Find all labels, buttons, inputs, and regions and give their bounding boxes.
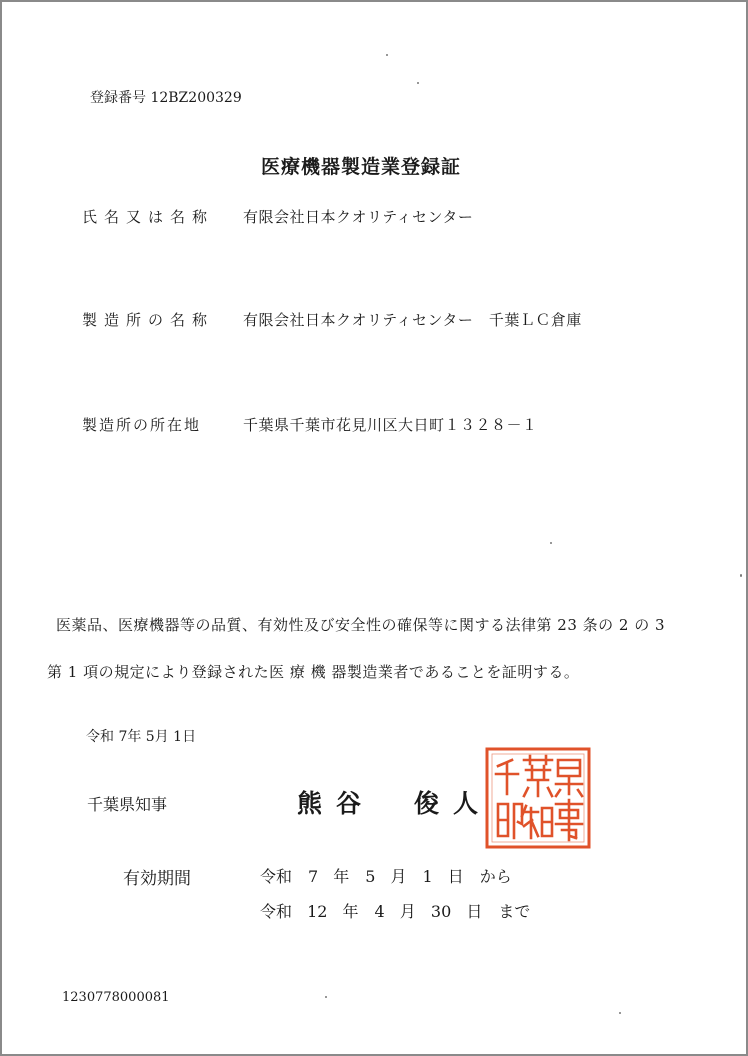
issuer-name: 熊谷 俊人 xyxy=(297,789,493,818)
registration-label: 登録番号 xyxy=(90,90,146,106)
address-label: 製造所の所在地 xyxy=(82,416,202,434)
scan-speck xyxy=(386,54,388,56)
official-seal-icon xyxy=(484,746,592,850)
registration-number xyxy=(90,87,242,107)
scan-speck xyxy=(550,542,552,544)
address-value: 千葉県千葉市花見川区大日町１３２８－１ xyxy=(243,416,538,434)
facility-label: 製造所の名称 xyxy=(82,311,215,329)
issue-date: 令和 7年 5月 1日 xyxy=(86,729,197,745)
validity-to: 令和 12 年 4 月 30 日 まで xyxy=(260,902,531,921)
statement-line-1: 医薬品、医療機器等の品質、有効性及び安全性の確保等に関する法律第 23 条の 2 の 3 xyxy=(56,616,666,634)
scan-speck xyxy=(619,1012,621,1014)
facility-value: 有限会社日本クオリティセンター 千葉ＬＣ倉庫 xyxy=(243,311,582,329)
statement-line-2: 第 1 項の規定により登録された医 療 機 器製造業者であることを証明する。 xyxy=(47,663,580,681)
registration-value: 12BZ200329 xyxy=(150,90,242,106)
name-label: 氏名又は名称 xyxy=(82,208,215,226)
certificate-title: 医療機器製造業登録証 xyxy=(261,156,462,178)
validity-from: 令和 7 年 5 月 1 日 から xyxy=(260,867,512,886)
document-id: 1230778000081 xyxy=(62,990,170,1005)
scan-speck xyxy=(417,82,419,84)
scan-speck xyxy=(325,996,327,998)
name-value: 有限会社日本クオリティセンター xyxy=(243,208,474,226)
scan-speck xyxy=(740,574,742,577)
validity-label: 有効期間 xyxy=(123,869,191,889)
issuer-title: 千葉県知事 xyxy=(87,795,168,814)
